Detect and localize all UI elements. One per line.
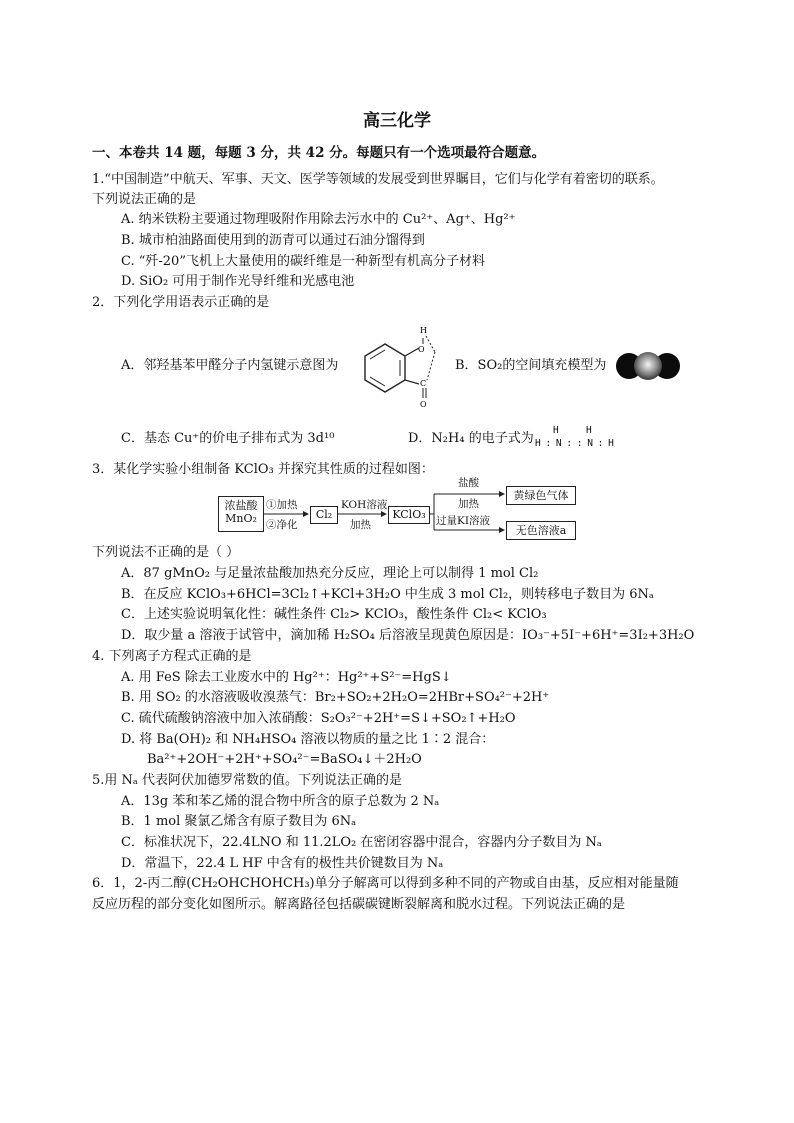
q2-option-c: C．基态 Cu⁺的价电子排布式为 3d¹⁰ bbox=[121, 431, 335, 446]
q3-option-c: C．上述实验说明氧化性：碱性条件 Cl₂> KClO₃，酸性条件 Cl₂< KClO₃ bbox=[121, 607, 547, 622]
flow-arrows bbox=[218, 475, 578, 545]
q3-option-b: B．在反应 KClO₃+6HCl=3Cl₂↑+KCl+3H₂O 中生成 3 mol Cl₂，则转移电子数目为 6Nₐ bbox=[121, 587, 654, 602]
q5-option-b: B．1 mol 聚氯乙烯含有原子数目为 6Nₐ bbox=[121, 814, 357, 829]
electron-formula-main: H : N : : N : H bbox=[535, 438, 614, 449]
section-heading: 一、本卷共 14 题，每题 3 分，共 42 分。每题只有一个选项最符合题意。 bbox=[92, 145, 546, 161]
q1-stem-line2: 下列说法正确的是 bbox=[92, 192, 197, 207]
q3-stem: 3．某化学实验小组制备 KClO₃ 并探究其性质的过程如图： bbox=[92, 462, 434, 477]
arrow2-top-label: KOH溶液 bbox=[341, 499, 388, 511]
q4-option-a: A. 用 FeS 除去工业废水中的 Hg²⁺：Hg²⁺+S²⁻=HgS↓ bbox=[121, 670, 452, 685]
so2-space-filling-model bbox=[616, 349, 680, 383]
kclo3-flow-diagram bbox=[218, 475, 578, 545]
cl2-box: Cl₂ bbox=[310, 506, 338, 524]
q2-option-b: B．SO₂的空间填充模型为 bbox=[455, 358, 607, 373]
atom-o-hydroxyl-label: O bbox=[418, 345, 425, 354]
q4-option-c: C. 硫代硫酸钠溶液中加入浓硝酸：S₂O₃²⁻+2H⁺=S↓+SO₂↑+H₂O bbox=[121, 711, 516, 726]
q5-option-d: D．常温下，22.4 L HF 中含有的极性共价键数目为 Nₐ bbox=[121, 856, 444, 871]
q1-option-b: B. 城市柏油路面使用到的沥青可以通过石油分馏得到 bbox=[121, 233, 425, 248]
q1-option-d: D. SiO₂ 可用于制作光导纤维和光感电池 bbox=[121, 274, 355, 289]
atom-h-label: H bbox=[420, 326, 427, 335]
yellow-green-gas-box: 黄绿色气体 bbox=[506, 486, 576, 505]
arrow1-top-label: ①加热 bbox=[266, 499, 298, 511]
q2-option-a: A．邻羟基苯甲醛分子内氢键示意图为 bbox=[121, 358, 339, 373]
atom-c-label: C bbox=[420, 379, 427, 388]
atom-o-carbonyl-label: O bbox=[420, 400, 427, 409]
q4-option-d-line1: D. 将 Ba(OH)₂ 和 NH₄HSO₄ 溶液以物质的量之比 1∶2 混合： bbox=[121, 732, 495, 747]
branch-top-label-2: 加热 bbox=[458, 498, 479, 510]
page-title: 高三化学 bbox=[363, 111, 431, 131]
n2h4-electron-formula bbox=[535, 425, 614, 453]
q2-stem: 2．下列化学用语表示正确的是 bbox=[92, 295, 270, 310]
electron-formula-top-h-left: H bbox=[553, 425, 559, 436]
branch-bottom-label: 过量KI溶液 bbox=[436, 515, 490, 527]
q2-option-d: D．N₂H₄ 的电子式为 bbox=[408, 431, 534, 446]
q1-option-a: A. 纳米铁粉主要通过物理吸附作用除去污水中的 Cu²⁺、Ag⁺、Hg²⁺ bbox=[121, 212, 516, 227]
q3-option-d: D．取少量 a 溶液于试管中，滴加稀 H₂SO₄ 后溶液呈现黄色原因是：IO₃⁻+5I⁻+6H⁺=3I₂+3H₂O bbox=[121, 628, 695, 643]
q5-option-a: A．13g 苯和苯乙烯的混合物中所含的原子总数为 2 Nₐ bbox=[121, 794, 440, 809]
q4-option-b: B. 用 SO₂ 的水溶液吸收溴蒸气：Br₂+SO₂+2H₂O=2HBr+SO₄²⁻+2H⁺ bbox=[121, 690, 550, 705]
colorless-solution-box: 无色溶液a bbox=[506, 521, 576, 540]
q6-line1: 6．1，2-丙二醇(CH₂OHCHOHCH₃)单分子解离可以得到多种不同的产物或自由基，反应相对能量随 bbox=[92, 876, 679, 891]
intramolecular-hydrogen-bond-diagram bbox=[355, 322, 445, 412]
arrow2-bottom-label: 加热 bbox=[350, 519, 371, 531]
q3-ask: 下列说法不正确的是（ ） bbox=[92, 545, 240, 560]
arrow1-bottom-label: ②净化 bbox=[266, 519, 298, 531]
electron-formula-top-h-right: H bbox=[586, 425, 592, 436]
q4-option-d-line2: Ba²⁺+2OH⁻+2H⁺+SO₄²⁻=BaSO₄↓＋2H₂O bbox=[147, 752, 422, 767]
kclo3-box: KClO₃ bbox=[388, 506, 430, 524]
q5-option-c: C．标准状况下，22.4LNO 和 11.2LO₂ 在密闭容器中混合，容器内分子数目为 Nₐ bbox=[121, 835, 602, 850]
reagent-box-line1: 浓盐酸 bbox=[224, 499, 258, 512]
q1-stem-line1: 1.“中国制造”中航天、军事、天文、医学等领域的发展受到世界瞩目，它们与化学有着密切的联系。 bbox=[92, 172, 664, 187]
q4-stem: 4. 下列离子方程式正确的是 bbox=[92, 649, 252, 664]
reagent-box-line2: MnO₂ bbox=[225, 512, 257, 525]
q1-option-c: C. “歼-20”飞机上大量使用的碳纤维是一种新型有机高分子材料 bbox=[121, 254, 485, 269]
q3-option-a: A．87 gMnO₂ 与足量浓盐酸加热充分反应，理论上可以制得 1 mol Cl₂ bbox=[121, 566, 539, 581]
q6-line2: 反应历程的部分变化如图所示。解离路径包括碳碳键断裂解离和脱水过程。下列说法正确的是 bbox=[92, 897, 626, 912]
branch-top-label-1: 盐酸 bbox=[458, 477, 479, 489]
q5-stem: 5.用 Nₐ 代表阿伏加德罗常数的值。下列说法正确的是 bbox=[92, 773, 403, 788]
